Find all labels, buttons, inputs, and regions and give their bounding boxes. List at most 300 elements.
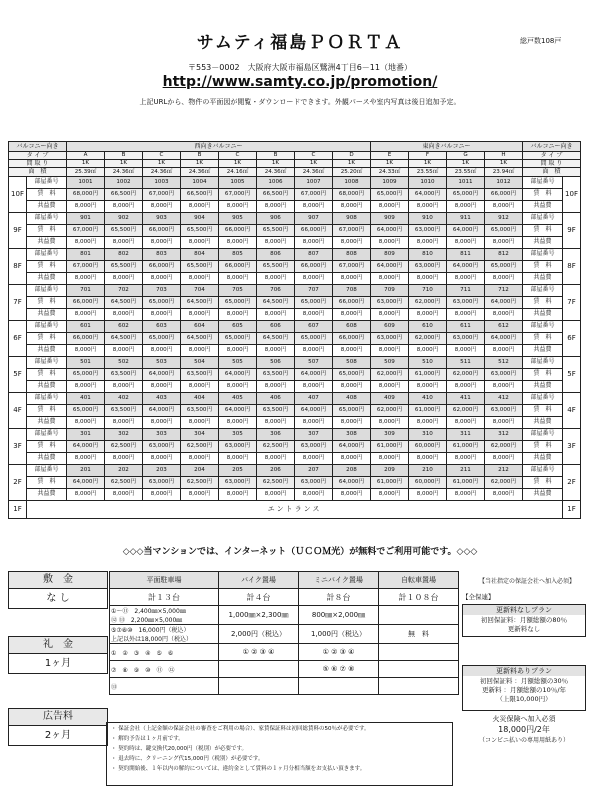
lots-row-2 (110, 661, 219, 678)
plan-tag: 【全保連】 (462, 593, 495, 601)
rent-cell: 64,000円 (485, 296, 523, 308)
rent-cell: 61,000円 (371, 440, 409, 452)
area-cell: 24.36㎡ (295, 168, 333, 176)
rent-cell: 64,000円 (333, 476, 371, 488)
area-cell: 25.39㎡ (67, 168, 105, 176)
url-note: 上記URLから、物件の平面図が閲覧・ダウンロードできます。外観パースや室内写真は後日追加予定。 (139, 98, 461, 106)
room-number-cell: 710 (409, 284, 447, 296)
common-fee-cell: 8,000円 (181, 236, 219, 248)
room-number-cell: 606 (257, 320, 295, 332)
room-number-cell: 504 (181, 356, 219, 368)
layout-cell: 1K (257, 160, 295, 168)
common-fee-cell: 8,000円 (219, 236, 257, 248)
room-number-cell: 305 (219, 428, 257, 440)
ad-fee-label: 広告料 (9, 709, 107, 726)
fire-insurance (462, 714, 586, 746)
rent-cell: 64,500円 (181, 332, 219, 344)
common-fee-cell: 8,000円 (409, 452, 447, 464)
room-number-cell: 405 (219, 392, 257, 404)
rent-cell: 63,000円 (485, 368, 523, 380)
room-number-cell: 507 (295, 356, 333, 368)
layout-cell: 1K (485, 160, 523, 168)
common-fee-cell: 8,000円 (409, 272, 447, 284)
room-number-cell: 1003 (143, 176, 181, 188)
common-fee-cell: 8,000円 (219, 380, 257, 392)
area-cell: 24.36㎡ (143, 168, 181, 176)
room-number-cell: 907 (295, 212, 333, 224)
common-fee-cell: 8,000円 (219, 344, 257, 356)
common-fee-cell: 8,000円 (409, 416, 447, 428)
room-number-cell: 211 (447, 464, 485, 476)
common-fee-cell: 8,000円 (257, 380, 295, 392)
room-number-cell: 610 (409, 320, 447, 332)
rent-cell: 64,000円 (371, 260, 409, 272)
common-fee-cell: 8,000円 (371, 200, 409, 212)
bicycle-lots-empty (379, 661, 459, 678)
common-fee-cell: 8,000円 (257, 236, 295, 248)
common-fee-cell: 8,000円 (447, 452, 485, 464)
rent-cell: 62,000円 (485, 440, 523, 452)
rent-cell: 62,500円 (105, 440, 143, 452)
type-cell: D (333, 152, 371, 160)
rent-cell: 60,000円 (409, 440, 447, 452)
rent-label: 賃 料 (27, 224, 67, 236)
common-fee-label: 共益費 (27, 272, 67, 284)
mini-bike-header: ミニバイク置場 (299, 572, 379, 589)
rent-cell: 65,500円 (257, 260, 295, 272)
rent-cell: 61,000円 (447, 476, 485, 488)
rent-cell: 68,000円 (67, 188, 105, 200)
room-number-cell: 801 (67, 248, 105, 260)
deposit-value: な し (46, 593, 70, 604)
common-fee-cell: 8,000円 (143, 344, 181, 356)
common-fee-cell: 8,000円 (67, 380, 105, 392)
room-number-label: 部屋番号 (27, 176, 67, 188)
lot-list: ① ② ③ ④ ⑤ ⑥ (111, 649, 174, 657)
rent-cell: 66,000円 (219, 224, 257, 236)
room-number-cell: 1002 (105, 176, 143, 188)
note-item: ・ 契約時は、鍵交換代20,000円（税別）が必要です。 (111, 746, 248, 752)
rent-cell: 64,000円 (295, 404, 333, 416)
bike-count: 計４台 (219, 589, 299, 606)
room-number-label: 部屋番号 (27, 320, 67, 332)
room-number-cell: 201 (67, 464, 105, 476)
room-number-cell: 412 (485, 392, 523, 404)
room-number-cell: 910 (409, 212, 447, 224)
room-number-cell: 411 (447, 392, 485, 404)
rent-cell: 64,000円 (143, 368, 181, 380)
notes-box (106, 722, 453, 786)
promotion-link[interactable]: http://www.samty.co.jp/promotion/ (162, 74, 438, 90)
room-number-cell: 505 (219, 356, 257, 368)
common-fee-cell: 8,000円 (295, 416, 333, 428)
common-fee-cell: 8,000円 (447, 416, 485, 428)
room-number-cell: 809 (371, 248, 409, 260)
deposit-label: 敷 金 (9, 572, 107, 589)
room-number-cell: 804 (181, 248, 219, 260)
common-fee-cell: 8,000円 (181, 308, 219, 320)
rent-cell: 63,000円 (447, 296, 485, 308)
rent-label: 賃 料 (27, 260, 67, 272)
room-number-cell: 805 (219, 248, 257, 260)
room-number-cell: 1009 (371, 176, 409, 188)
room-number-cell: 611 (447, 320, 485, 332)
common-fee-cell: 8,000円 (257, 272, 295, 284)
bike-lots (219, 644, 299, 661)
rent-cell: 62,000円 (409, 332, 447, 344)
rent-cell: 65,500円 (181, 260, 219, 272)
car-price-line2: 上記以外は18,000円（税込） (111, 636, 192, 643)
room-number-cell: 711 (447, 284, 485, 296)
common-fee-cell: 8,000円 (485, 236, 523, 248)
rent-cell: 63,000円 (371, 332, 409, 344)
room-number-label-right: 部屋番号 (523, 464, 563, 476)
rent-cell: 67,000円 (295, 188, 333, 200)
room-number-cell: 511 (447, 356, 485, 368)
room-number-cell: 307 (295, 428, 333, 440)
note-item: ・ 退去時に、クリーニング代15,000円（税別）が必要です。 (111, 756, 264, 762)
rent-cell: 63,000円 (485, 404, 523, 416)
common-fee-label-right: 共益費 (523, 380, 563, 392)
rent-cell: 65,000円 (219, 296, 257, 308)
rent-cell: 67,000円 (67, 260, 105, 272)
room-number-cell: 303 (143, 428, 181, 440)
rent-cell: 62,500円 (257, 476, 295, 488)
room-number-cell: 501 (67, 356, 105, 368)
floor-label-right: 9F (563, 212, 581, 248)
plan-no-renewal (462, 604, 586, 637)
room-number-cell: 906 (257, 212, 295, 224)
rent-cell: 61,000円 (409, 404, 447, 416)
common-fee-cell: 8,000円 (447, 236, 485, 248)
floor-label: 7F (9, 284, 27, 320)
type-label: タ イ プ (9, 152, 67, 160)
rent-cell: 64,000円 (371, 224, 409, 236)
room-number-cell: 202 (105, 464, 143, 476)
room-number-cell: 1011 (447, 176, 485, 188)
room-number-cell: 603 (143, 320, 181, 332)
bike-size: 1,000㎜×2,300㎜ (219, 606, 299, 625)
insurance-price: 18,000円/2年 (498, 725, 550, 734)
room-number-cell: 312 (485, 428, 523, 440)
common-fee-cell: 8,000円 (257, 452, 295, 464)
rent-label: 賃 料 (27, 188, 67, 200)
plan1-line1: 初回保証料：月額総額の80％ (480, 616, 568, 624)
area-cell: 24.36㎡ (257, 168, 295, 176)
rent-cell: 66,000円 (67, 332, 105, 344)
rent-cell: 65,000円 (67, 368, 105, 380)
common-fee-label-right: 共益費 (523, 488, 563, 500)
mini-lot-list: ① ② ③ ④ (322, 648, 355, 656)
type-cell: C (143, 152, 181, 160)
common-fee-label: 共益費 (27, 380, 67, 392)
rent-cell: 66,000円 (485, 188, 523, 200)
note-item: ・ 保証会社（上記金額の保証会社の審査をご利用の場合）、家賃保証料は初回総賃料の50％が必要です。 (111, 726, 370, 732)
floor-label: 10F (9, 176, 27, 212)
rent-cell: 67,000円 (143, 188, 181, 200)
room-number-cell: 402 (105, 392, 143, 404)
bicycle-lots (379, 644, 459, 661)
floor-label: 1F (9, 500, 27, 518)
common-fee-cell: 8,000円 (143, 416, 181, 428)
plan-renewal (462, 665, 586, 711)
common-fee-cell: 8,000円 (371, 416, 409, 428)
common-fee-label-right: 共益費 (523, 452, 563, 464)
floor-label-right: 4F (563, 392, 581, 428)
common-fee-cell: 8,000円 (181, 452, 219, 464)
common-fee-cell: 8,000円 (143, 272, 181, 284)
common-fee-cell: 8,000円 (67, 200, 105, 212)
car-size-line2: ⑫ ⑬ 2,200㎜×5,000㎜ (111, 617, 183, 624)
common-fee-label-right: 共益費 (523, 272, 563, 284)
room-number-cell: 911 (447, 212, 485, 224)
room-number-cell: 706 (257, 284, 295, 296)
rent-cell: 67,000円 (333, 260, 371, 272)
rent-label-right: 賃 料 (523, 296, 563, 308)
rent-cell: 66,500円 (181, 188, 219, 200)
room-number-cell: 210 (409, 464, 447, 476)
common-fee-label: 共益費 (27, 236, 67, 248)
room-number-label-right: 部屋番号 (523, 212, 563, 224)
room-number-cell: 703 (143, 284, 181, 296)
veranda-header-right: バルコニー向き (523, 142, 581, 152)
common-fee-cell: 8,000円 (409, 308, 447, 320)
common-fee-cell: 8,000円 (295, 308, 333, 320)
rent-cell: 65,000円 (219, 332, 257, 344)
area-cell: 24.36㎡ (105, 168, 143, 176)
note-item: ・ 契約開始後、１年以内の解約については、違約金として賃料の１ヶ月分相当額をお支払い頂きます。 (111, 766, 366, 772)
room-number-cell: 203 (143, 464, 181, 476)
room-number-cell: 502 (105, 356, 143, 368)
common-fee-label: 共益費 (27, 308, 67, 320)
common-fee-cell: 8,000円 (67, 452, 105, 464)
area-label-right: 面 積 (523, 168, 581, 176)
room-number-cell: 1010 (409, 176, 447, 188)
common-fee-cell: 8,000円 (371, 452, 409, 464)
rent-cell: 65,000円 (485, 260, 523, 272)
rent-cell: 63,500円 (105, 368, 143, 380)
room-number-cell: 1006 (257, 176, 295, 188)
room-number-cell: 802 (105, 248, 143, 260)
floor-label-right: 6F (563, 320, 581, 356)
rent-label: 賃 料 (27, 440, 67, 452)
room-number-cell: 1001 (67, 176, 105, 188)
common-fee-cell: 8,000円 (105, 236, 143, 248)
common-fee-cell: 8,000円 (447, 272, 485, 284)
deposit-box (8, 571, 108, 609)
rent-cell: 65,000円 (295, 332, 333, 344)
common-fee-label-right: 共益費 (523, 416, 563, 428)
common-fee-cell: 8,000円 (295, 344, 333, 356)
common-fee-cell: 8,000円 (105, 272, 143, 284)
common-fee-cell: 8,000円 (447, 308, 485, 320)
rent-cell: 63,500円 (181, 404, 219, 416)
type-label-right: タ イ プ (523, 152, 581, 160)
room-number-cell: 902 (105, 212, 143, 224)
lot-list: ⑦ ⑧ ⑨ ⑩ ⑪ ⑫ (111, 666, 175, 674)
rent-cell: 62,500円 (181, 440, 219, 452)
common-fee-label-right: 共益費 (523, 344, 563, 356)
room-number-cell: 406 (257, 392, 295, 404)
layout-label-right: 間 取 り (523, 160, 581, 168)
mini-size: 800㎜×2,000㎜ (299, 606, 379, 625)
rent-cell: 66,000円 (219, 260, 257, 272)
room-number-cell: 904 (181, 212, 219, 224)
bicycle-header: 自転車置場 (379, 572, 459, 589)
rent-label: 賃 料 (27, 476, 67, 488)
floor-label: 9F (9, 212, 27, 248)
room-number-cell: 903 (143, 212, 181, 224)
common-fee-cell: 8,000円 (181, 488, 219, 500)
plan2-line1: 初回保証料 ：月額総額の30％ (479, 677, 569, 685)
rent-cell: 61,000円 (409, 368, 447, 380)
bike-header: バイク置場 (219, 572, 299, 589)
rent-cell: 62,000円 (447, 404, 485, 416)
common-fee-cell: 8,000円 (333, 380, 371, 392)
rent-label-right: 賃 料 (523, 440, 563, 452)
rent-cell: 63,000円 (447, 332, 485, 344)
rent-label: 賃 料 (27, 368, 67, 380)
room-number-cell: 212 (485, 464, 523, 476)
rent-cell: 63,000円 (219, 476, 257, 488)
rent-cell: 65,500円 (181, 224, 219, 236)
rent-cell: 64,000円 (447, 224, 485, 236)
floor-label: 6F (9, 320, 27, 356)
rent-cell: 63,000円 (219, 440, 257, 452)
plan2-title: 更新料ありプラン (463, 666, 585, 676)
parking-count: 計１３台 (110, 589, 219, 606)
common-fee-cell: 8,000円 (333, 272, 371, 284)
rent-cell: 65,000円 (67, 404, 105, 416)
layout-cell: 1K (295, 160, 333, 168)
room-number-cell: 208 (333, 464, 371, 476)
room-number-cell: 310 (409, 428, 447, 440)
common-fee-cell: 8,000円 (371, 488, 409, 500)
common-fee-cell: 8,000円 (485, 272, 523, 284)
room-number-cell: 207 (295, 464, 333, 476)
type-cell: H (485, 152, 523, 160)
internet-notice: ◇◇◇当マンションでは、インターネット（ＵＣＯＭ光）が無料でご利用可能です。◇◇◇ (122, 547, 478, 557)
plan1-title: 更新料なしプラン (463, 605, 585, 615)
common-fee-cell: 8,000円 (295, 488, 333, 500)
room-number-label-right: 部屋番号 (523, 284, 563, 296)
room-number-cell: 908 (333, 212, 371, 224)
area-label: 面 積 (9, 168, 67, 176)
room-number-label: 部屋番号 (27, 356, 67, 368)
floor-label-right: 10F (563, 176, 581, 212)
layout-label: 間 取 り (9, 160, 67, 168)
rent-cell: 64,000円 (67, 476, 105, 488)
rent-cell: 66,500円 (257, 188, 295, 200)
rent-label-right: 賃 料 (523, 224, 563, 236)
floor-label-right: 1F (563, 500, 581, 518)
mini-bike-count: 計８台 (299, 589, 379, 606)
rent-cell: 64,000円 (67, 440, 105, 452)
room-number-cell: 308 (333, 428, 371, 440)
room-number-cell: 607 (295, 320, 333, 332)
common-fee-cell: 8,000円 (181, 200, 219, 212)
rent-cell: 65,500円 (105, 260, 143, 272)
room-number-label-right: 部屋番号 (523, 356, 563, 368)
common-fee-cell: 8,000円 (257, 200, 295, 212)
common-fee-cell: 8,000円 (485, 200, 523, 212)
floor-label-right: 7F (563, 284, 581, 320)
floor-label: 2F (9, 464, 27, 500)
building-name: サムティ福島ＰＯＲＴＡ (196, 33, 404, 53)
room-number-cell: 209 (371, 464, 409, 476)
rent-cell: 64,000円 (447, 260, 485, 272)
mini-lots-empty (299, 678, 379, 695)
rent-cell: 66,000円 (333, 296, 371, 308)
common-fee-cell: 8,000円 (143, 488, 181, 500)
common-fee-cell: 8,000円 (105, 380, 143, 392)
room-number-label: 部屋番号 (27, 284, 67, 296)
common-fee-cell: 8,000円 (257, 308, 295, 320)
rent-cell: 62,500円 (105, 476, 143, 488)
common-fee-cell: 8,000円 (219, 452, 257, 464)
common-fee-cell: 8,000円 (333, 416, 371, 428)
room-number-cell: 808 (333, 248, 371, 260)
room-number-cell: 1012 (485, 176, 523, 188)
rent-cell: 66,000円 (295, 224, 333, 236)
rent-cell: 65,500円 (257, 224, 295, 236)
bicycle-lots-empty (379, 678, 459, 695)
room-number-label-right: 部屋番号 (523, 320, 563, 332)
rent-cell: 65,000円 (333, 404, 371, 416)
rent-cell: 65,500円 (105, 224, 143, 236)
room-number-cell: 408 (333, 392, 371, 404)
rent-cell: 66,000円 (143, 260, 181, 272)
entrance-cell: エントランス (27, 500, 563, 518)
common-fee-cell: 8,000円 (105, 488, 143, 500)
common-fee-cell: 8,000円 (67, 416, 105, 428)
common-fee-label: 共益費 (27, 488, 67, 500)
common-fee-cell: 8,000円 (105, 452, 143, 464)
car-price (110, 625, 219, 644)
floor-label-right: 8F (563, 248, 581, 284)
car-size (110, 606, 219, 625)
room-number-cell: 709 (371, 284, 409, 296)
room-number-cell: 909 (371, 212, 409, 224)
common-fee-cell: 8,000円 (143, 452, 181, 464)
insurance-title: 火災保険へ加入必須 (492, 715, 556, 723)
room-number-cell: 810 (409, 248, 447, 260)
rent-cell: 66,500円 (105, 188, 143, 200)
room-number-cell: 602 (105, 320, 143, 332)
room-number-cell: 205 (219, 464, 257, 476)
floor-label-right: 3F (563, 428, 581, 464)
rent-cell: 66,000円 (143, 224, 181, 236)
rent-cell: 61,000円 (371, 476, 409, 488)
floor-label: 8F (9, 248, 27, 284)
room-number-cell: 812 (485, 248, 523, 260)
bicycle-count: 計１０８台 (379, 589, 459, 606)
room-number-cell: 901 (67, 212, 105, 224)
bike-lots-empty (219, 661, 299, 678)
room-number-cell: 509 (371, 356, 409, 368)
area-cell: 24.33㎡ (371, 168, 409, 176)
layout-cell: 1K (181, 160, 219, 168)
key-money-value: 1ヶ月 (44, 658, 72, 669)
room-number-cell: 506 (257, 356, 295, 368)
room-number-cell: 206 (257, 464, 295, 476)
common-fee-label-right: 共益費 (523, 200, 563, 212)
rent-label-right: 賃 料 (523, 188, 563, 200)
common-fee-cell: 8,000円 (219, 416, 257, 428)
rent-cell: 67,000円 (67, 224, 105, 236)
room-number-cell: 712 (485, 284, 523, 296)
room-number-cell: 301 (67, 428, 105, 440)
